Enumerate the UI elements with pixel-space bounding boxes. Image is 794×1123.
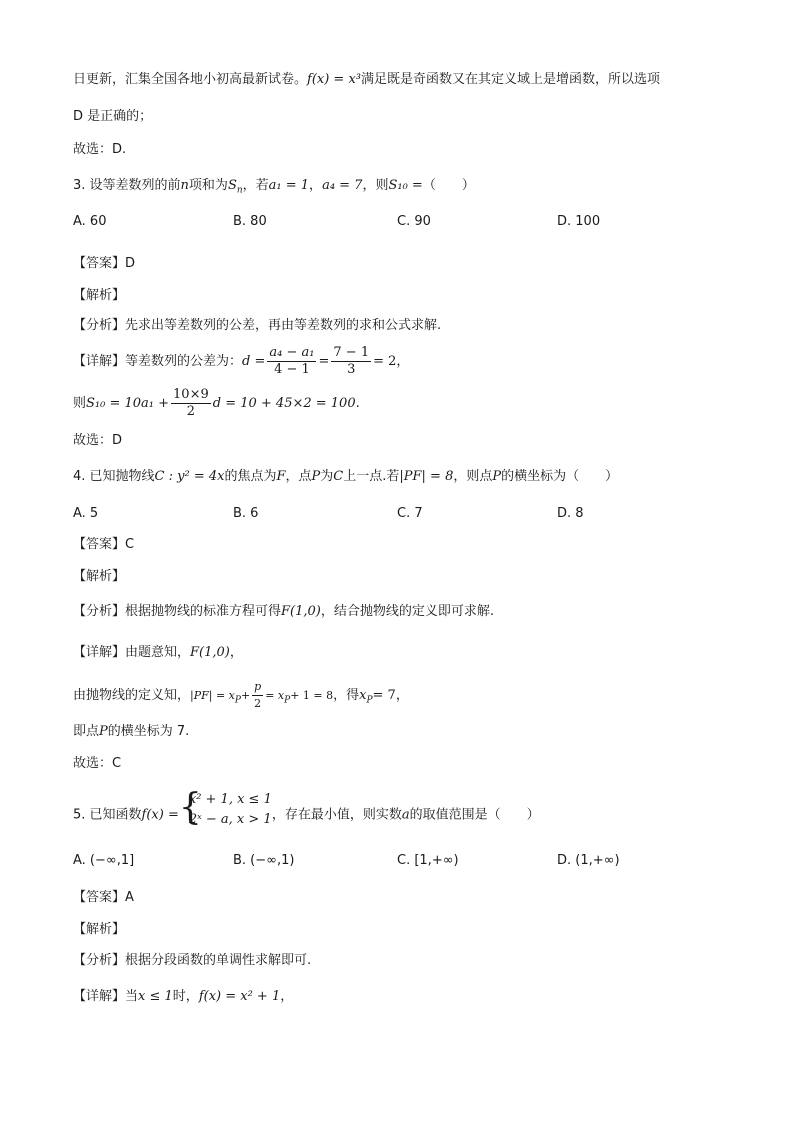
q3-stem: 3. 设等差数列的前n项和为$S_n$，若a₁ = 1，a₄ = 7，则S₁₀ =（ ） bbox=[73, 178, 475, 196]
q4-option-b: B. 6 bbox=[233, 506, 259, 521]
q4-option-d: D. 8 bbox=[557, 506, 584, 521]
q5-xiangjie: 【详解】当x ≤ 1时，f(x) = x² + 1， bbox=[73, 989, 294, 1004]
q4-option-c: C. 7 bbox=[397, 506, 423, 521]
q3-answer: 【答案】D bbox=[73, 256, 136, 271]
q3-choose: 故选：D bbox=[73, 433, 123, 448]
fraction-p-over-2: $\frac{p}{2}$ bbox=[254, 680, 262, 710]
prev-answer-choose: 故选：D. bbox=[73, 142, 127, 157]
q3-option-a: A. 60 bbox=[73, 214, 107, 229]
fraction-10x9: $\frac{10\times 9}{2}$ bbox=[173, 387, 209, 419]
q3-analysis-heading: 【解析】 bbox=[73, 288, 126, 303]
q4-xiangjie: 【详解】由题意知，F(1,0)， bbox=[73, 645, 243, 660]
q5-option-a: A. (−∞,1] bbox=[73, 853, 135, 868]
q4-conclusion: 即点P的横坐标为 7. bbox=[73, 724, 190, 739]
q4-option-a: A. 5 bbox=[73, 506, 99, 521]
q3-fenxi: 【分析】先求出等差数列的公差，再由等差数列的求和公式求解. bbox=[73, 318, 442, 333]
q3-option-d: D. 100 bbox=[557, 214, 601, 229]
math-fx-cubed: f(x) = x³ bbox=[307, 72, 362, 87]
q4-answer: 【答案】C bbox=[73, 537, 135, 552]
piecewise-function: { x² + 1, x ≤ 1 2ˣ − a, x > 1 bbox=[178, 787, 272, 828]
paragraph-line-2: D 是正确的； bbox=[73, 109, 153, 124]
paragraph-line-1: 日更新，汇集全国各地小初高最新试卷。f(x) = x³满足既是奇函数又在其定义域上是增函数，所以选项 bbox=[73, 72, 661, 87]
q3-s10-line: 则S₁₀ = 10a₁ + $\frac{10\times 9}{2}$ d = 10 + 45×2 = 100. bbox=[73, 387, 360, 419]
q3-xiangjie: 【详解】等差数列的公差为：d = $\frac{\text{a₄ − a₁}}{4 - 1}$ = $\frac{7 - 1}{3}$ = 2， bbox=[73, 345, 410, 377]
q3-option-c: C. 90 bbox=[397, 214, 431, 229]
fraction-7-1: $\frac{7 - 1}{3}$ bbox=[333, 345, 370, 377]
q3-option-b: B. 80 bbox=[233, 214, 267, 229]
fraction-a4-a1: $\frac{\text{a₄ − a₁}}{4 - 1}$ bbox=[269, 345, 315, 377]
q5-option-b: B. (−∞,1) bbox=[233, 853, 295, 868]
q4-stem: 4. 已知抛物线C : y² = 4x的焦点为F，点P为C上一点.若|PF| = 8，则点P的横坐标为（ ） bbox=[73, 469, 619, 484]
q5-option-c: C. [1,+∞) bbox=[397, 853, 459, 868]
q5-option-d: D. (1,+∞) bbox=[557, 853, 620, 868]
q5-analysis-heading: 【解析】 bbox=[73, 922, 126, 937]
q4-fenxi: 【分析】根据抛物线的标准方程可得F(1,0)，结合抛物线的定义即可求解. bbox=[73, 604, 495, 619]
q4-analysis-heading: 【解析】 bbox=[73, 569, 126, 584]
q5-stem: 5. 已知函数f(x) = { x² + 1, x ≤ 1 2ˣ − a, x > 1 ，存在最小值，则实数a的取值范围是（ ） bbox=[73, 790, 540, 840]
q4-definition-line: 由抛物线的定义知，$|PF| = x_P+$ $\frac{p}{2}$ = $x_P+ 1 = 8$，得$x_P= 7$， bbox=[73, 680, 409, 710]
q5-fenxi: 【分析】根据分段函数的单调性求解即可. bbox=[73, 953, 312, 968]
q4-choose: 故选：C bbox=[73, 756, 122, 771]
q5-answer: 【答案】A bbox=[73, 890, 134, 905]
